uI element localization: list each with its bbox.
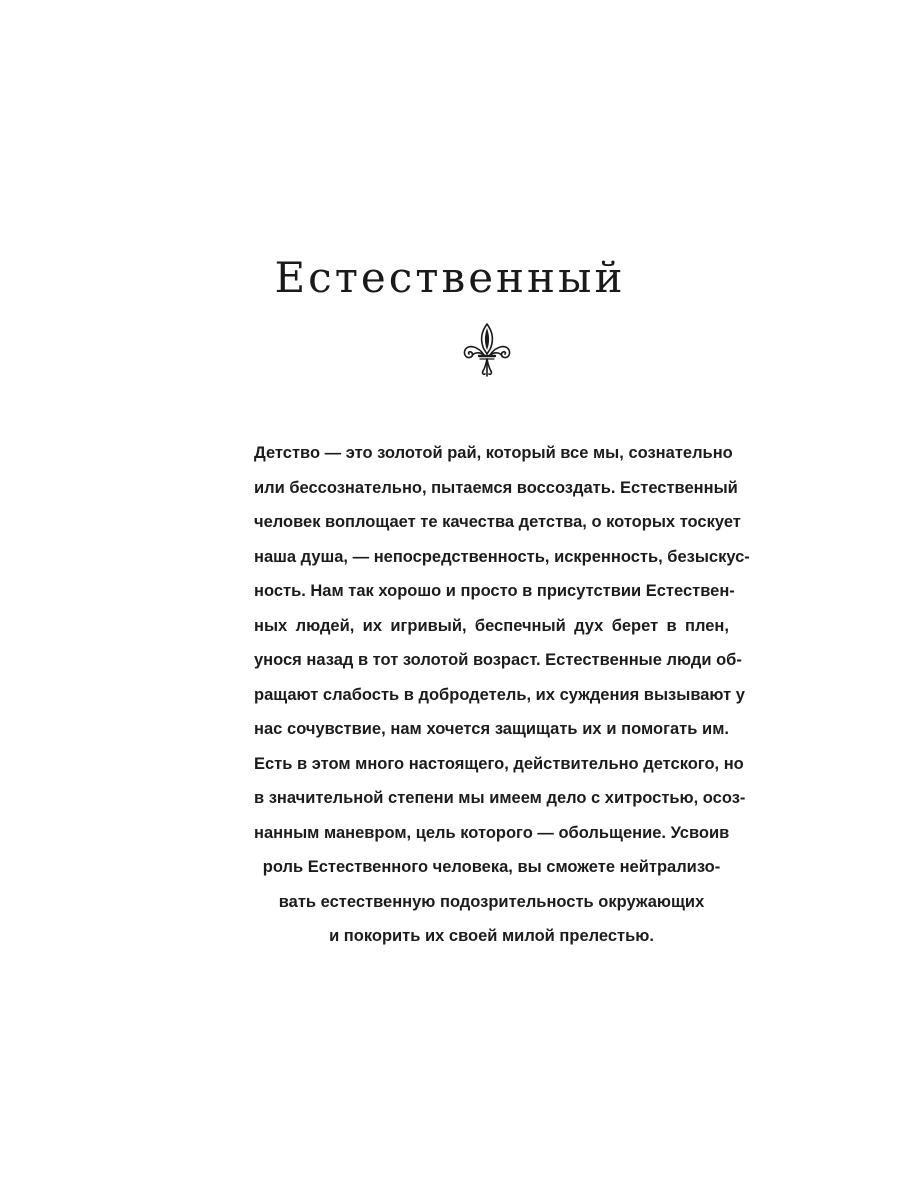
- text-line: человек воплощает те качества детства, о которых тоскует: [254, 513, 741, 531]
- chapter-title: Естественный: [274, 253, 626, 302]
- text-line: ных людей, их игривый, беспечный дух берет в плен,: [254, 616, 729, 635]
- chapter-intro-text: [254, 436, 750, 954]
- text-line: Есть в этом много настоящего, действительно детского, но: [254, 754, 744, 773]
- text-line: ращают слабость в добродетель, их суждения вызывают у: [254, 685, 745, 704]
- text-line: унося назад в тот золотой возраст. Естественные люди об-: [254, 651, 742, 669]
- text-line: вать естественную подозрительность окружающих: [278, 892, 705, 911]
- text-line: роль Естественного человека, вы сможете нейтрализо-: [262, 858, 721, 876]
- text-line: наша душа, — непосредственность, искренность, безыскус-: [254, 547, 750, 566]
- text-line: в значительной степени мы имеем дело с хитростью, осоз-: [254, 789, 746, 807]
- fleur-de-lis-icon: [462, 322, 512, 378]
- text-line: или бессознательно, пытаемся воссоздать. Естественный: [254, 478, 738, 497]
- text-line: и покорить их своей милой прелестью.: [329, 927, 654, 945]
- text-line: нас сочувствие, нам хочется защищать их и помогать им.: [254, 720, 729, 738]
- text-line: нанным маневром, цель которого — обольщение. Усвоив: [254, 823, 730, 842]
- text-line: ность. Нам так хорошо и просто в присутствии Естествен-: [254, 582, 735, 600]
- text-line: Детство — это золотой рай, который все мы, сознательно: [254, 444, 733, 462]
